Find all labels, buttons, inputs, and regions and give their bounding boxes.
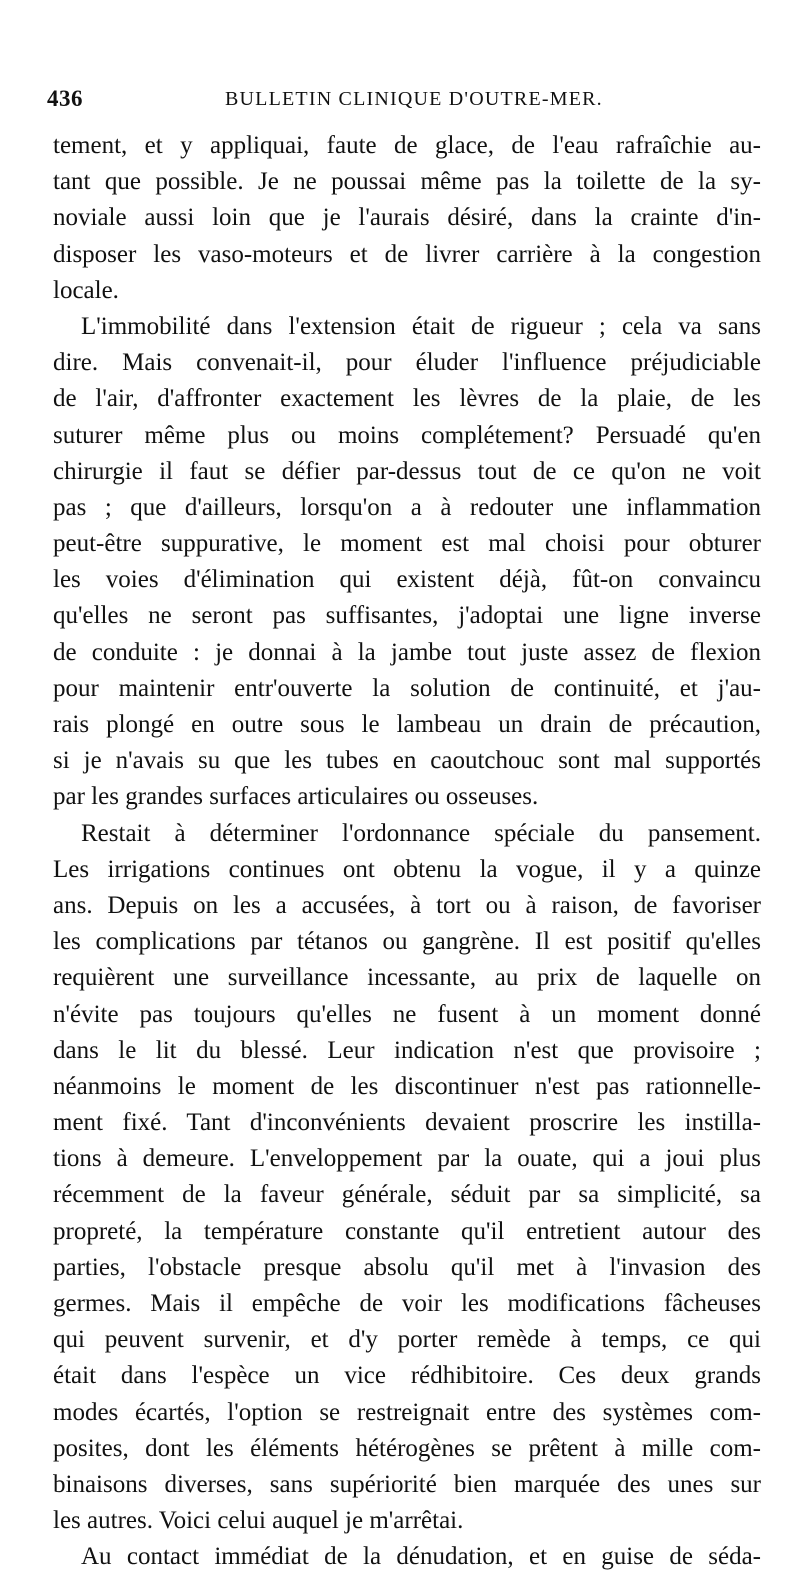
text-line: ment fixé. Tant d'inconvénients devaient proscrire les instilla-	[53, 1109, 761, 1137]
running-head	[47, 86, 765, 116]
text-line: propreté, la température constante qu'il entretient autour des	[53, 1217, 761, 1245]
text-line: suturer même plus ou moins complétement? Persuadé qu'en	[53, 421, 761, 449]
text-line: Les irrigations continues ont obtenu la vogue, il y a quinze	[53, 855, 761, 883]
journal-title: BULLETIN CLINIQUE D'OUTRE-MER.	[225, 88, 603, 110]
text-line: tant que possible. Je ne poussai même pas la toilette de la sy-	[53, 168, 761, 196]
text-line: requièrent une surveillance incessante, au prix de laquelle on	[53, 964, 761, 992]
text-line: Au contact immédiat de la dénudation, et en guise de séda-	[81, 1543, 761, 1571]
text-line: ans. Depuis on les a accusées, à tort ou à raison, de favoriser	[53, 891, 761, 919]
text-line: binaisons diverses, sans supériorité bien marquée des unes sur	[53, 1470, 761, 1498]
text-line: noviale aussi loin que je l'aurais désiré, dans la crainte d'in-	[53, 204, 761, 232]
text-line: Restait à déterminer l'ordonnance spéciale du pansement.	[81, 819, 761, 847]
text-line: dire. Mais convenait-il, pour éluder l'influence préjudiciable	[53, 349, 761, 377]
text-line: les voies d'élimination qui existent déjà, fût-on convaincu	[53, 566, 761, 594]
text-line: qu'elles ne seront pas suffisantes, j'adoptai une ligne inverse	[53, 602, 761, 630]
text-line: locale.	[53, 276, 119, 304]
text-line: pour maintenir entr'ouverte la solution de continuité, et j'au-	[53, 674, 761, 702]
text-line: de conduite : je donnai à la jambe tout juste assez de flexion	[53, 638, 761, 666]
page-number: 436	[47, 86, 83, 111]
text-line: tement, et y appliquai, faute de glace, de l'eau rafraîchie au-	[53, 132, 761, 159]
text-line: les complications par tétanos ou gangrène. Il est positif qu'elles	[53, 928, 761, 956]
text-line: rais plongé en outre sous le lambeau un drain de précaution,	[53, 711, 761, 738]
text-line: les autres. Voici celui auquel je m'arrêtai.	[53, 1507, 464, 1535]
text-line: dans le lit du blessé. Leur indication n'est que provisoire ;	[53, 1036, 761, 1064]
text-line: par les grandes surfaces articulaires ou osseuses.	[53, 783, 539, 811]
text-line: récemment de la faveur générale, séduit par sa simplicité, sa	[53, 1181, 761, 1209]
text-line: posites, dont les éléments hétérogènes se prêtent à mille com-	[53, 1434, 761, 1462]
text-line: était dans l'espèce un vice rédhibitoire. Ces deux grands	[53, 1362, 761, 1390]
text-line: tions à demeure. L'enveloppement par la ouate, qui a joui plus	[53, 1145, 761, 1173]
text-line: chirurgie il faut se défier par-dessus tout de ce qu'on ne voit	[53, 457, 761, 485]
text-line: de l'air, d'affronter exactement les lèvres de la plaie, de les	[53, 385, 761, 413]
text-line: si je n'avais su que les tubes en caoutchouc sont mal supportés	[53, 747, 761, 775]
text-line: disposer les vaso-moteurs et de livrer carrière à la congestion	[53, 240, 761, 268]
text-line: germes. Mais il empêche de voir les modifications fâcheuses	[53, 1290, 761, 1317]
text-line: néanmoins le moment de les discontinuer n'est pas rationnelle-	[53, 1072, 761, 1100]
text-line: pas ; que d'ailleurs, lorsqu'on a à redouter une inflammation	[53, 493, 761, 521]
body-text	[53, 128, 761, 1576]
text-line: n'évite pas toujours qu'elles ne fusent à un moment donné	[53, 1000, 761, 1028]
text-line: modes écartés, l'option se restreignait entre des systèmes com-	[53, 1398, 761, 1426]
text-line: peut-être suppurative, le moment est mal choisi pour obturer	[53, 530, 761, 558]
text-line: parties, l'obstacle presque absolu qu'il met à l'invasion des	[53, 1253, 761, 1281]
text-line: L'immobilité dans l'extension était de rigueur ; cela va sans	[81, 312, 761, 340]
text-line: qui peuvent survenir, et d'y porter remède à temps, ce qui	[53, 1326, 761, 1354]
